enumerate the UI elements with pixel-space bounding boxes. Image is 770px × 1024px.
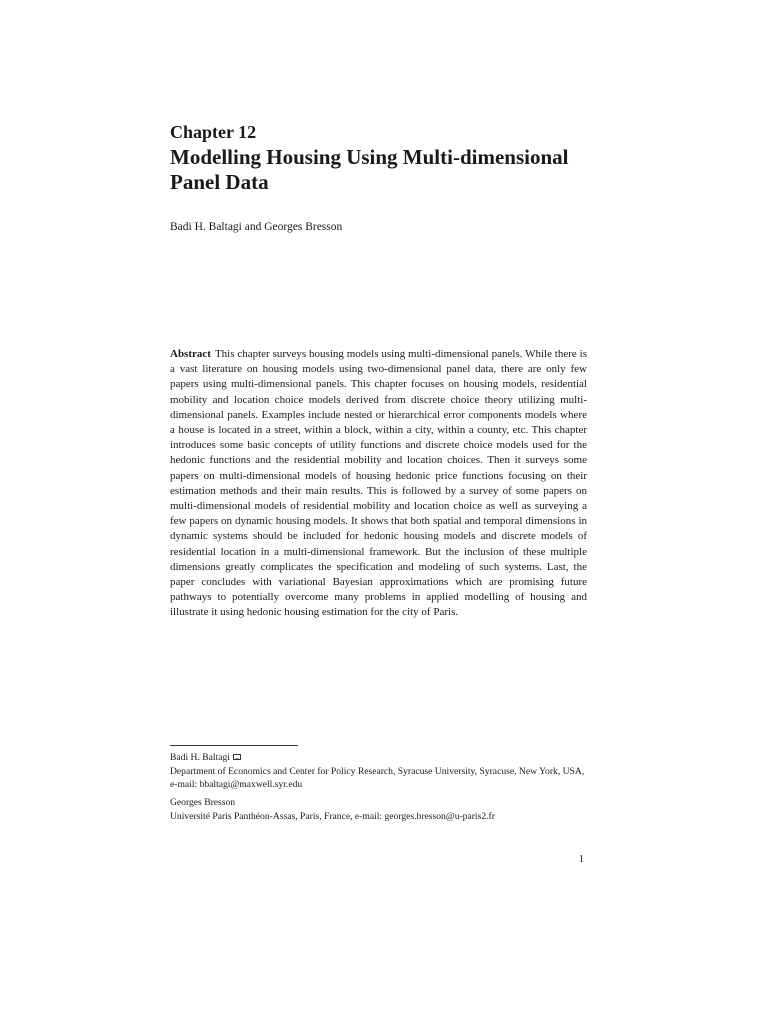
chapter-label: Chapter 12 [170, 122, 257, 142]
chapter-title-line-2: Panel Data [170, 170, 269, 194]
abstract-text: This chapter surveys housing models using multi-dimensional panels. While there is a vast literature on housing models using two-dimensional panel data, there are only few papers using multi-dimensional panels. This chapter focuses on housing models, residential mobility and location choice models derived from discrete choice theory utilizing multi-dimensional panels. Examples include nested or hierarchical error components models where a house is located in a street, within a block, within a city, within a county, etc. This chapter introduces some basic concepts of utility functions and discrete choice models used for the hedonic functions and the residential mobility and location choices. Then it surveys some papers on multi-dimensional models of housing hedonic price functions focusing on their estimation methods and their main results. This is followed by a survey of some papers on multi-dimensional models of residential mobility and location choice as well as surveying a few papers on dynamic housing models. It shows that both spatial and temporal dimensions in dynamic systems should be included for hedonic housing models and discrete models of residential location in a multi-dimensional framework. But the inclusion of these multiple dimensions greatly complicates the specification and modeling of such systems. Last, the paper concludes with variational Bayesian approximations which are promising future pathways to potentially overcome many problems in applied modelling of housing and illustrate it using hedonic housing estimation for the city of Paris. [170, 348, 587, 619]
footnote-author-1 [170, 751, 590, 792]
chapter-title [170, 145, 610, 195]
author-list: Badi H. Baltagi and Georges Bresson [170, 221, 343, 233]
abstract [170, 347, 587, 621]
footnote-author-2-affiliation: Université Paris Panthéon-Assas, Paris, France, e-mail: georges.bresson@u-paris2.fr [170, 810, 495, 822]
footnote-author-1-affiliation: Department of Economics and Center for Policy Research, Syracuse University, Syracuse, New York, USA, e-mail: bbaltagi@maxwell.syr.edu [170, 765, 585, 790]
page-number: 1 [578, 854, 584, 865]
abstract-label: Abstract [170, 348, 211, 360]
footnote-author-1-name: Badi H. Baltagi [170, 752, 230, 763]
footnote-author-1-name-line [170, 751, 590, 765]
footnote-author-2 [170, 796, 590, 823]
chapter-title-line-1: Modelling Housing Using Multi-dimensional [170, 145, 569, 169]
footnote-divider [170, 745, 298, 746]
footnote-author-2-name: Georges Bresson [170, 797, 236, 808]
envelope-icon [233, 754, 241, 760]
